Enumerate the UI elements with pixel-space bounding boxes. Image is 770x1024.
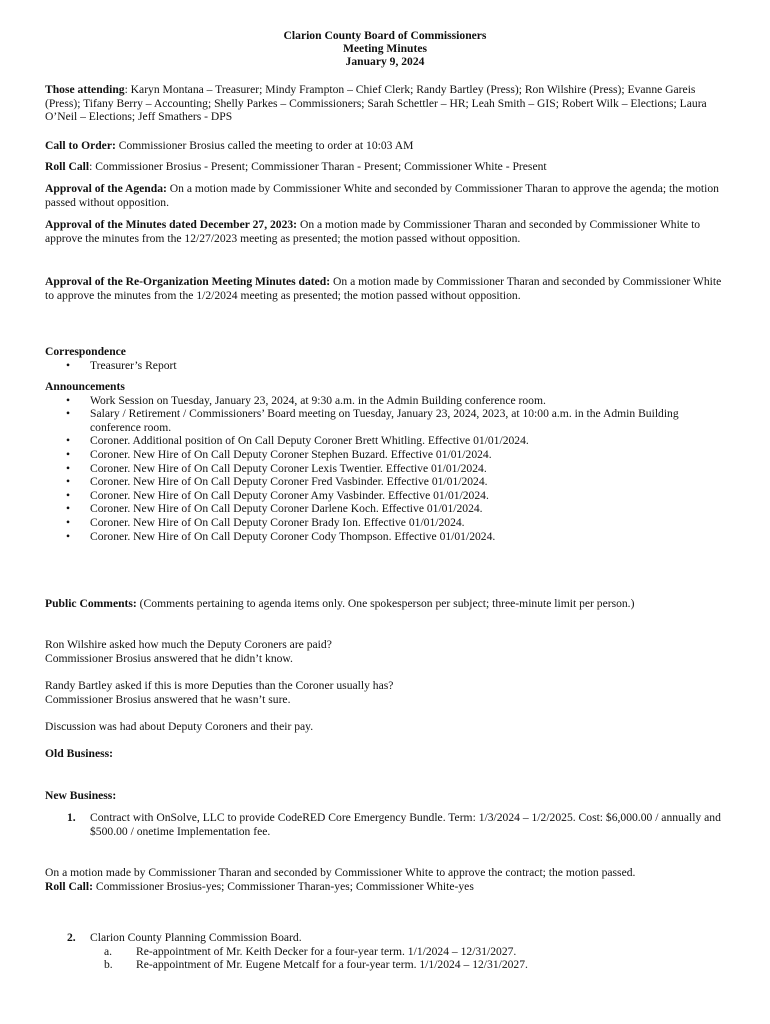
board-title: Clarion County Board of Commissioners: [283, 29, 487, 42]
sub-item-text: Re-appointment of Mr. Keith Decker for a four-year term. 1/1/2024 – 12/31/2027.: [136, 944, 517, 958]
public-comments-label: Public Comments:: [45, 597, 137, 610]
comment-answer: Commissioner Brosius answered that he didn’t know.: [45, 651, 293, 665]
item-number: 1.: [67, 811, 76, 824]
list-item: • Salary / Retirement / Commissioners’ Board meeting on Tuesday, January 23, 2024, 2023, at 10:00 a.m. in the Admin Building conference room.: [45, 407, 725, 434]
call-to-order-label: Call to Order:: [45, 139, 116, 152]
sub-item: [45, 958, 725, 972]
announcements-section: [45, 380, 725, 543]
document-header: [0, 29, 770, 69]
list-item: • Coroner. Additional position of On Call Deputy Coroner Brett Whitling. Effective 01/01/2024.: [45, 434, 725, 448]
minutes-approval-text: On a motion made by Commissioner Tharan and seconded by Commissioner White to approve the minutes from the 12/27/2023 meeting as presented; the motion passed without opposition.: [45, 218, 701, 245]
sub-item: [45, 945, 725, 959]
item-text: Contract with OnSolve, LLC to provide CodeRED Core Emergency Bundle. Term: 1/3/2024 – 1/2/2025. Cost: $6,000.00 / annually and $500.00 / onetime Implementation fee.: [90, 811, 721, 838]
item-text: Clarion County Planning Commission Board.: [90, 931, 302, 944]
roll-call-label: Roll Call: [45, 160, 90, 173]
correspondence-heading: Correspondence: [45, 345, 126, 358]
list-item: • Work Session on Tuesday, January 23, 2024, at 9:30 a.m. in the Admin Building conference room.: [45, 394, 725, 408]
meeting-date: January 9, 2024: [345, 55, 425, 69]
public-comments-text: (Comments pertaining to agenda items only. One spokesperson per subject; three-minute limit per person.): [136, 597, 635, 610]
comment-answer: Commissioner Brosius answered that he wasn’t sure.: [45, 692, 291, 706]
list-item: • Treasurer’s Report: [45, 359, 725, 373]
correspondence-list: [45, 359, 725, 373]
discussion-note: Discussion was had about Deputy Coroners and their pay.: [45, 720, 314, 733]
motion-text: On a motion made by Commissioner Tharan and seconded by Commissioner White to approve the contract; the motion passed.: [45, 866, 636, 879]
comment-question: Randy Bartley asked if this is more Deputies than the Coroner usually has?: [45, 679, 394, 692]
attendees-text: : Karyn Montana – Treasurer; Mindy Frampton – Chief Clerk; Randy Bartley (Press); Ron Wilshire (Press); Evanne Gareis (Press); Tifany Berry – Accounting; Shelly Parkes – Commissioners; Sarah Schettler – HR; Leah Smith – GIS; Robert Wilk – Elections; Laura O’Neil – Elections; Jeff Smathers - DPS: [45, 83, 707, 124]
agenda-approval-text: On a motion made by Commissioner White and seconded by Commissioner Tharan to approve the agenda; the motion passed without opposition.: [45, 182, 719, 209]
sub-item-text: Re-appointment of Mr. Eugene Metcalf for a four-year term. 1/1/2024 – 12/31/2027.: [136, 958, 528, 972]
contract-motion: [45, 866, 725, 893]
list-item: • Coroner. New Hire of On Call Deputy Coroner Darlene Koch. Effective 01/01/2024.: [45, 502, 725, 516]
call-to-order-text: Commissioner Brosius called the meeting to order at 10:03 AM: [115, 139, 414, 152]
sub-item-letter: b.: [104, 958, 113, 972]
new-business-label: New Business:: [45, 789, 117, 802]
minutes-approval-label: Approval of the Minutes dated December 27, 2023:: [45, 218, 298, 231]
agenda-approval-label: Approval of the Agenda:: [45, 182, 167, 195]
public-comments-paragraph: [45, 597, 725, 611]
call-to-order-paragraph: [45, 139, 725, 153]
roll-call-paragraph: [45, 160, 725, 174]
attendees-paragraph: [45, 83, 725, 124]
minutes-subtitle: Meeting Minutes: [342, 42, 428, 56]
comment-exchange-1: [45, 638, 725, 665]
new-business-heading: [45, 789, 725, 803]
reorg-approval-label: Approval of the Re-Organization Meeting Minutes dated:: [45, 275, 331, 288]
announcements-heading: Announcements: [45, 380, 125, 393]
new-business-item-2: [45, 931, 725, 972]
roll-call-label: Roll Call:: [45, 879, 93, 893]
list-item: • Coroner. New Hire of On Call Deputy Coroner Cody Thompson. Effective 01/01/2024.: [45, 530, 725, 544]
list-item: • Coroner. New Hire of On Call Deputy Coroner Fred Vasbinder. Effective 01/01/2024.: [45, 475, 725, 489]
minutes-approval-paragraph: [45, 218, 725, 245]
sub-item-letter: a.: [104, 944, 113, 958]
old-business-label: Old Business:: [45, 747, 113, 760]
attendees-label: Those attending: [45, 83, 125, 96]
list-item: • Coroner. New Hire of On Call Deputy Coroner Brady Ion. Effective 01/01/2024.: [45, 516, 725, 530]
roll-call-votes: Commissioner Brosius-yes; Commissioner Tharan-yes; Commissioner White-yes: [92, 879, 474, 893]
comment-question: Ron Wilshire asked how much the Deputy Coroners are paid?: [45, 638, 332, 651]
list-item: • Coroner. New Hire of On Call Deputy Coroner Lexis Twentier. Effective 01/01/2024.: [45, 462, 725, 476]
old-business-heading: [45, 747, 725, 761]
agenda-approval-paragraph: [45, 182, 725, 209]
new-business-item-1: [45, 811, 725, 838]
reorg-approval-text: On a motion made by Commissioner Tharan and seconded by Commissioner White to approve the minutes from the 1/2/2024 meeting as presented; the motion passed without opposition.: [45, 275, 722, 302]
reorg-approval-paragraph: [45, 275, 725, 302]
roll-call-text: : Commissioner Brosius - Present; Commissioner Tharan - Present; Commissioner White - Present: [89, 160, 547, 173]
list-item: • Coroner. New Hire of On Call Deputy Coroner Stephen Buzard. Effective 01/01/2024.: [45, 448, 725, 462]
comment-exchange-2: [45, 679, 725, 706]
announcements-list: [45, 394, 725, 544]
contract-roll-call: [45, 880, 725, 894]
list-item: • Coroner. New Hire of On Call Deputy Coroner Amy Vasbinder. Effective 01/01/2024.: [45, 489, 725, 503]
correspondence-section: [45, 345, 725, 372]
item-number: 2.: [67, 931, 76, 944]
